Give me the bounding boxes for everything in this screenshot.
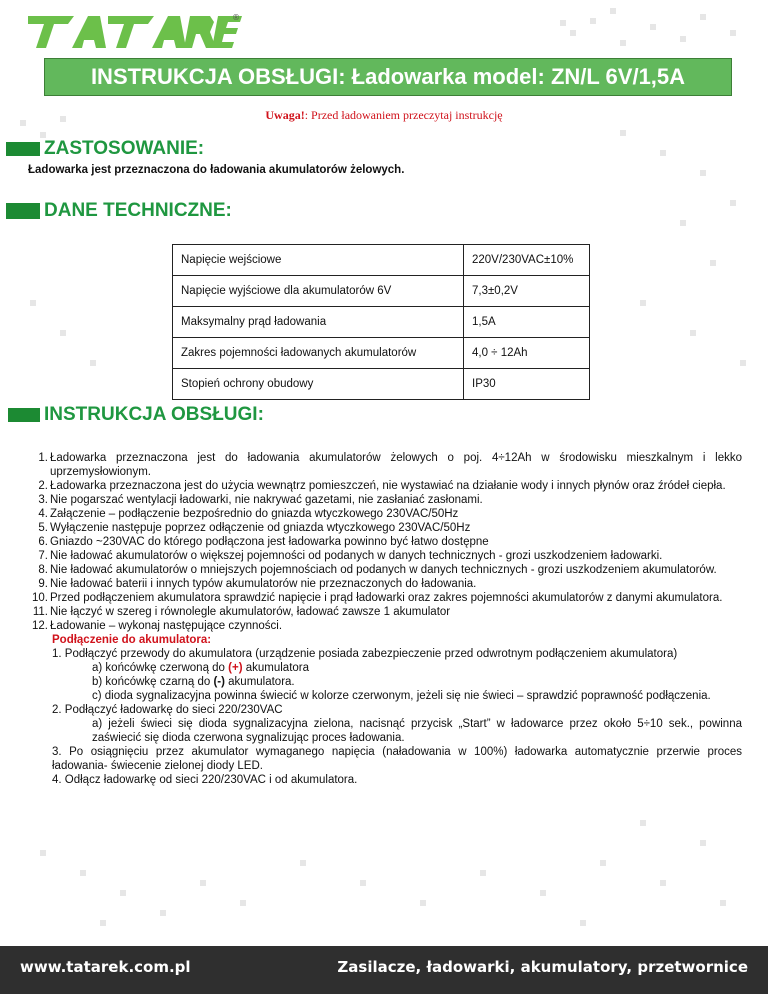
list-item <box>26 451 742 479</box>
list-item <box>26 549 742 563</box>
list-item <box>26 563 742 577</box>
warning-note <box>0 108 768 123</box>
item-number: 10. <box>32 592 48 604</box>
section-tech-heading <box>6 200 232 222</box>
item-text: Wyłączenie następuje poprzez odłączenie od gniazda wtyczkowego 230VAC/50Hz <box>50 522 471 534</box>
spec-value: 4,0 ÷ 12Ah <box>464 338 590 369</box>
footer-bar <box>0 946 768 994</box>
list-item <box>26 507 742 521</box>
spec-label: Zakres pojemności ładowanych akumulatorów <box>173 338 464 369</box>
sub-step-1b <box>92 675 742 689</box>
item-text: Nie pogarszać wentylacji ładowarki, nie nakrywać gazetami, nie zasłaniać zasłonami. <box>50 494 483 506</box>
item-number: 11. <box>32 606 48 618</box>
table-row <box>173 276 590 307</box>
item-number: 1. <box>38 452 48 464</box>
table-row <box>173 369 590 400</box>
tatarek-logo <box>28 10 243 52</box>
page-title-text: INSTRUKCJA OBSŁUGI: Ładowarka model: ZN/L 6V/1,5A <box>90 64 686 89</box>
sub-step-text: akumulatora. <box>224 676 295 688</box>
item-text: Nie łączyć w szereg i równolegle akumulatorów, ładować zawsze 1 akumulator <box>50 606 451 618</box>
sub-step-1a <box>92 661 742 675</box>
list-item <box>26 493 742 507</box>
sub-step-2: 2. Podłączyć ładowarkę do sieci 220/230VAC <box>52 704 283 716</box>
heading-bar <box>6 203 40 219</box>
plus-mark: (+) <box>228 662 243 674</box>
item-number: 2. <box>38 480 48 492</box>
list-item <box>26 605 742 619</box>
spec-label: Napięcie wejściowe <box>173 245 464 276</box>
item-number: 5. <box>38 522 48 534</box>
item-text: Gniazdo ~230VAC do którego podłączona jest ładowarka powinno być łatwo dostępne <box>50 536 489 548</box>
table-row <box>173 245 590 276</box>
sub-step-4: 4. Odłącz ładowarkę od sieci 220/230VAC i od akumulatora. <box>52 774 358 786</box>
footer-tagline: Zasilacze, ładowarki, akumulatory, przetwornice <box>337 958 748 976</box>
list-item <box>26 577 742 591</box>
section-usage-title: ZASTOSOWANIE: <box>44 138 205 159</box>
section-usage-heading <box>6 138 204 160</box>
spec-value: 7,3±0,2V <box>464 276 590 307</box>
item-text: Przed podłączeniem akumulatora sprawdzić napięcie i prąd ładowarki oraz zakres pojemności akumulatorów z danymi akumulatora. <box>50 592 723 604</box>
item-number: 12. <box>32 620 48 632</box>
sub-step-1c: c) dioda sygnalizacyjna powinna świecić w kolorze czerwonym, jeżeli się nie świeci – sprawdzić poprawność podłączenia. <box>92 690 711 702</box>
minus-mark: (-) <box>213 676 225 688</box>
spec-value: 1,5A <box>464 307 590 338</box>
sub-step-text: a) końcówkę czerwoną do <box>92 662 229 674</box>
sub-step-1: 1. Podłączyć przewody do akumulatora (urządzenie posiada zabezpieczenie przed odwrotnym podłączeniem akumulatora) <box>52 648 678 660</box>
heading-bar <box>6 142 40 156</box>
item-number: 4. <box>38 508 48 520</box>
page-title <box>44 58 732 96</box>
warning-prefix: Uwaga! <box>265 108 305 122</box>
item-number: 3. <box>38 494 48 506</box>
item-text: Nie ładować akumulatorów o większej pojemności od podanych w danych technicznych - grozi uszkodzeniem ładowarki. <box>50 550 663 562</box>
list-item <box>26 535 742 549</box>
spec-value: IP30 <box>464 369 590 400</box>
item-text: Załączenie – podłączenie bezpośrednio do gniazda wtyczkowego 230VAC/50Hz <box>50 508 459 520</box>
item-number: 8. <box>38 564 48 576</box>
heading-bar <box>8 408 40 422</box>
spec-label: Stopień ochrony obudowy <box>173 369 464 400</box>
item-text: Ładowanie – wykonaj następujące czynności. <box>50 620 283 632</box>
spec-label: Napięcie wyjściowe dla akumulatorów 6V <box>173 276 464 307</box>
section-manual-heading <box>8 404 264 426</box>
item-text: Nie ładować akumulatorów o mniejszych pojemnościach od podanych w danych technicznych - grozi uszkodzeniem akumulatorów. <box>50 564 717 576</box>
registered-mark: ® <box>232 13 240 22</box>
sub-step-2a: a) jeżeli świeci się dioda sygnalizacyjna zielona, nacisnąć przycisk „Start” w ładowarce przez około 5÷10 sek., powinna zaświecić się dioda czerwona sygnalizując proces ładowania. <box>92 718 742 744</box>
connect-heading: Podłączenie do akumulatora: <box>52 634 212 646</box>
footer-website: www.tatarek.com.pl <box>20 958 191 976</box>
table-row <box>173 307 590 338</box>
usage-text: Ładowarka jest przeznaczona do ładowania akumulatorów żelowych. <box>28 164 405 176</box>
item-text: Nie ładować baterii i innych typów akumulatorów nie przeznaczonych do ładowania. <box>50 578 477 590</box>
item-number: 7. <box>38 550 48 562</box>
spec-value: 220V/230VAC±10% <box>464 245 590 276</box>
instruction-list <box>26 451 742 787</box>
item-text: Ładowarka przeznaczona jest do ładowania akumulatorów żelowych o poj. 4÷12Ah w środowisku mieszkalnym i lekko uprzemysłowionym. <box>50 452 742 478</box>
list-item <box>26 619 742 633</box>
section-manual-title: INSTRUKCJA OBSŁUGI: <box>44 404 264 425</box>
sub-step-3: 3. Po osiągnięciu przez akumulator wymaganego napięcia (naładowania w 100%) ładowarka automatycznie przerwie proces ładowania- świecenie zielonej diody LED. <box>52 746 742 772</box>
item-text: Ładowarka przeznaczona jest do użycia wewnątrz pomieszczeń, nie wystawiać na działanie wody i innych płynów oraz źródeł ciepła. <box>50 480 726 492</box>
section-tech-title: DANE TECHNICZNE: <box>44 200 232 221</box>
tech-spec-table <box>172 244 590 400</box>
table-row <box>173 338 590 369</box>
sub-step-text: b) końcówkę czarną do <box>92 676 214 688</box>
item-number: 6. <box>38 536 48 548</box>
spec-label: Maksymalny prąd ładowania <box>173 307 464 338</box>
warning-text: : Przed ładowaniem przeczytaj instrukcję <box>304 108 503 122</box>
item-number: 9. <box>38 578 48 590</box>
sub-step-text: akumulatora <box>242 662 310 674</box>
list-item <box>26 591 742 605</box>
list-item <box>26 521 742 535</box>
list-item <box>26 479 742 493</box>
